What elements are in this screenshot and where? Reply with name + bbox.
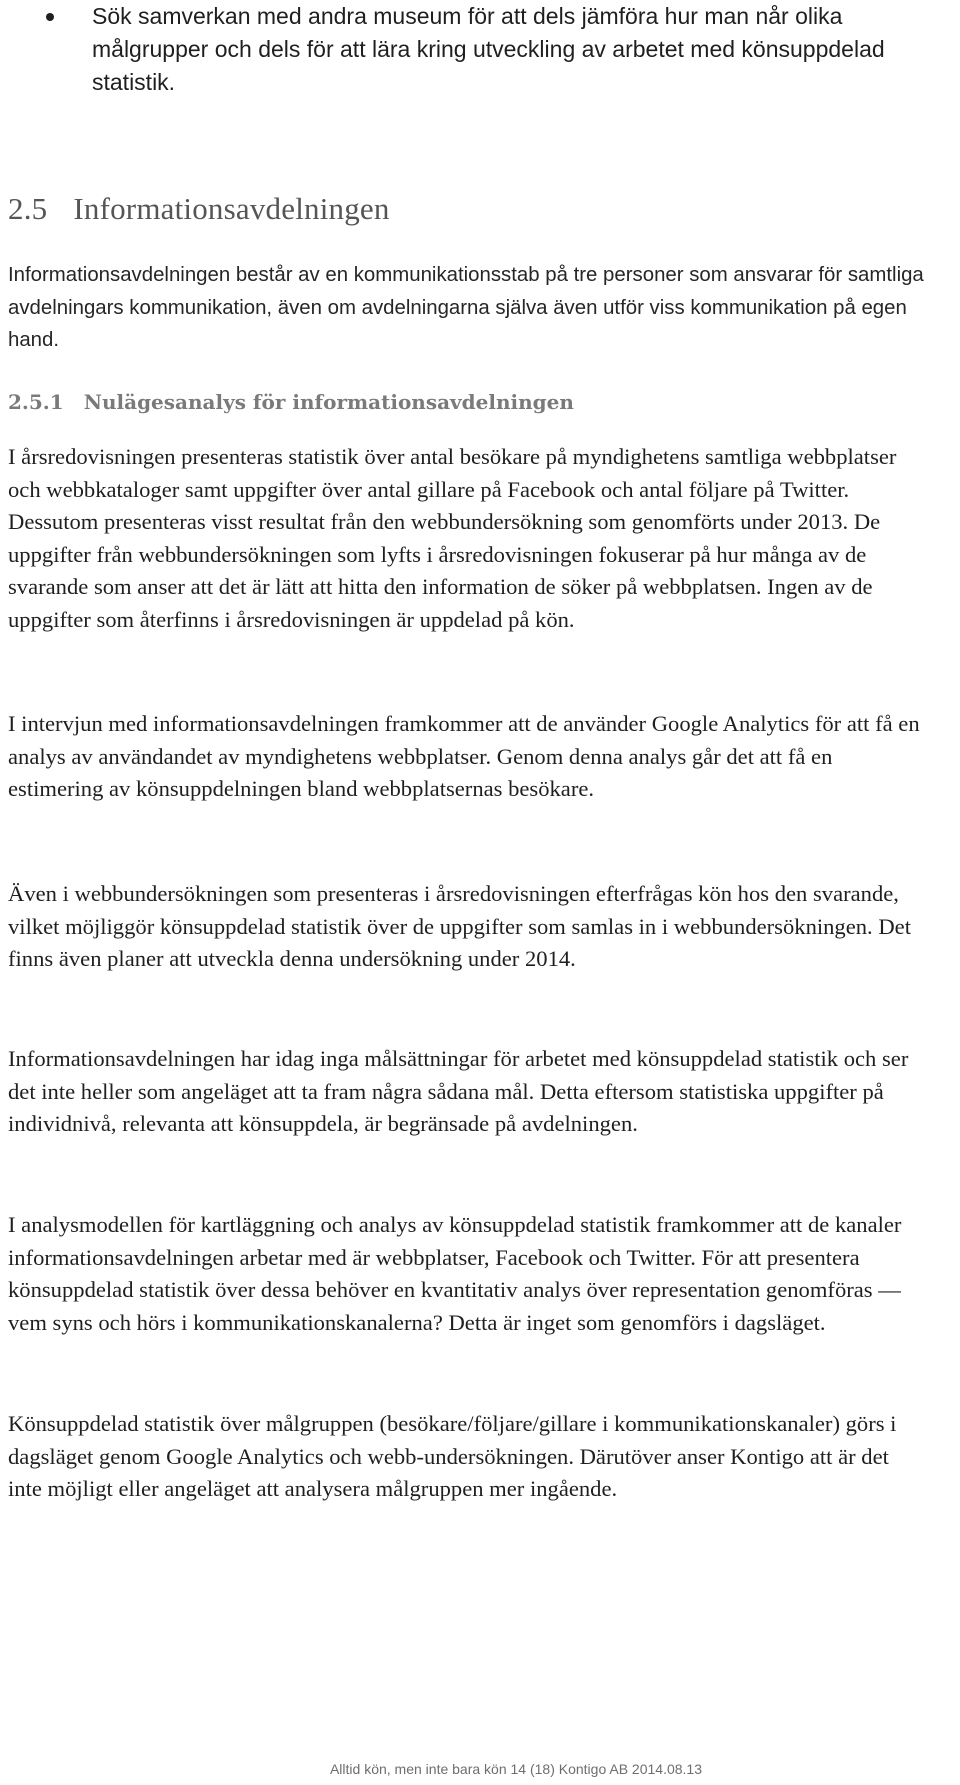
body-paragraph: I analysmodellen för kartläggning och analys av könsuppdelad statistik framkommer att de kanaler informationsavdelningen arbetar med är webbplatser, Facebook och Twitter. För att presentera könsuppdelad statistik över dessa behöver en kvantitativ analys över representation genomföras — vem syns och hörs i kommunikationskanalerna? Detta är inget som genomförs i dagsläget. xyxy=(8,1212,902,1335)
body-paragraph: Även i webbundersökningen som presenteras i årsredovisningen efterfrågas kön hos den svarande, vilket möjliggör könsuppdelad statistik över de uppgifter som samlas in i webbundersökningen. Det finns även planer att utveckla denna undersökning under 2014. xyxy=(8,881,911,972)
section-number: 2.5 xyxy=(8,191,48,226)
body-paragraph: Könsuppdelad statistik över målgruppen (besökare/följare/gillare i kommunikationskanaler) görs i dagsläget genom Google Analytics och webb-undersökningen. Därutöver anser Kontigo att är det inte möjligt eller angeläget att analysera målgruppen mer ingående. xyxy=(8,1411,897,1502)
section-title: Informationsavdelningen xyxy=(73,191,390,226)
section-heading xyxy=(8,190,390,228)
subsection-title: Nulägesanalys för informationsavdelningen xyxy=(83,390,574,414)
bullet-icon xyxy=(46,13,54,21)
list-item-text: Sök samverkan med andra museum för att dels jämföra hur man når olika målgrupper och dels för att lära kring utveckling av arbetet med könsuppdelad statistik. xyxy=(92,3,885,95)
body-paragraph: Informationsavdelningen har idag inga målsättningar för arbetet med könsuppdelad statistik och ser det inte heller som angeläget att ta fram några sådana mål. Detta eftersom statistiska uppgifter på individnivå, relevanta att könsuppdela, är begränsade på avdelningen. xyxy=(8,1046,909,1137)
subsection-number: 2.5.1 xyxy=(8,390,64,414)
section-intro-paragraph: Informationsavdelningen består av en kommunikationsstab på tre personer som ansvarar för samtliga avdelningars kommunikation, även om avdelningarna själva även utför viss kommunikation på egen hand. xyxy=(8,264,924,351)
subsection-heading xyxy=(8,387,574,417)
list-item xyxy=(38,0,918,99)
page-footer: Alltid kön, men inte bara kön 14 (18) Kontigo AB 2014.08.13 xyxy=(329,1761,702,1777)
body-paragraph: I intervjun med informationsavdelningen framkommer att de använder Google Analytics för att få en analys av användandet av myndighetens webbplatser. Genom denna analys går det att få en estimering av könsuppdelningen bland webbplatsernas besökare. xyxy=(8,711,920,802)
body-paragraph: I årsredovisningen presenteras statistik över antal besökare på myndighetens samtliga webbplatser och webbkataloger samt uppgifter över antal gillare på Facebook och antal följare på Twitter. Dessutom presenteras visst resultat från den webbundersökning som genomförts under 2013. De uppgifter från webbundersökningen som lyfts i årsredovisningen fokuserar på hur många av de svarande som anser att det är lätt att hitta den information de söker på webbplatsen. Ingen av de uppgifter som återfinns i årsredovisningen är uppdelad på kön. xyxy=(8,444,897,632)
bullet-list xyxy=(38,0,918,99)
